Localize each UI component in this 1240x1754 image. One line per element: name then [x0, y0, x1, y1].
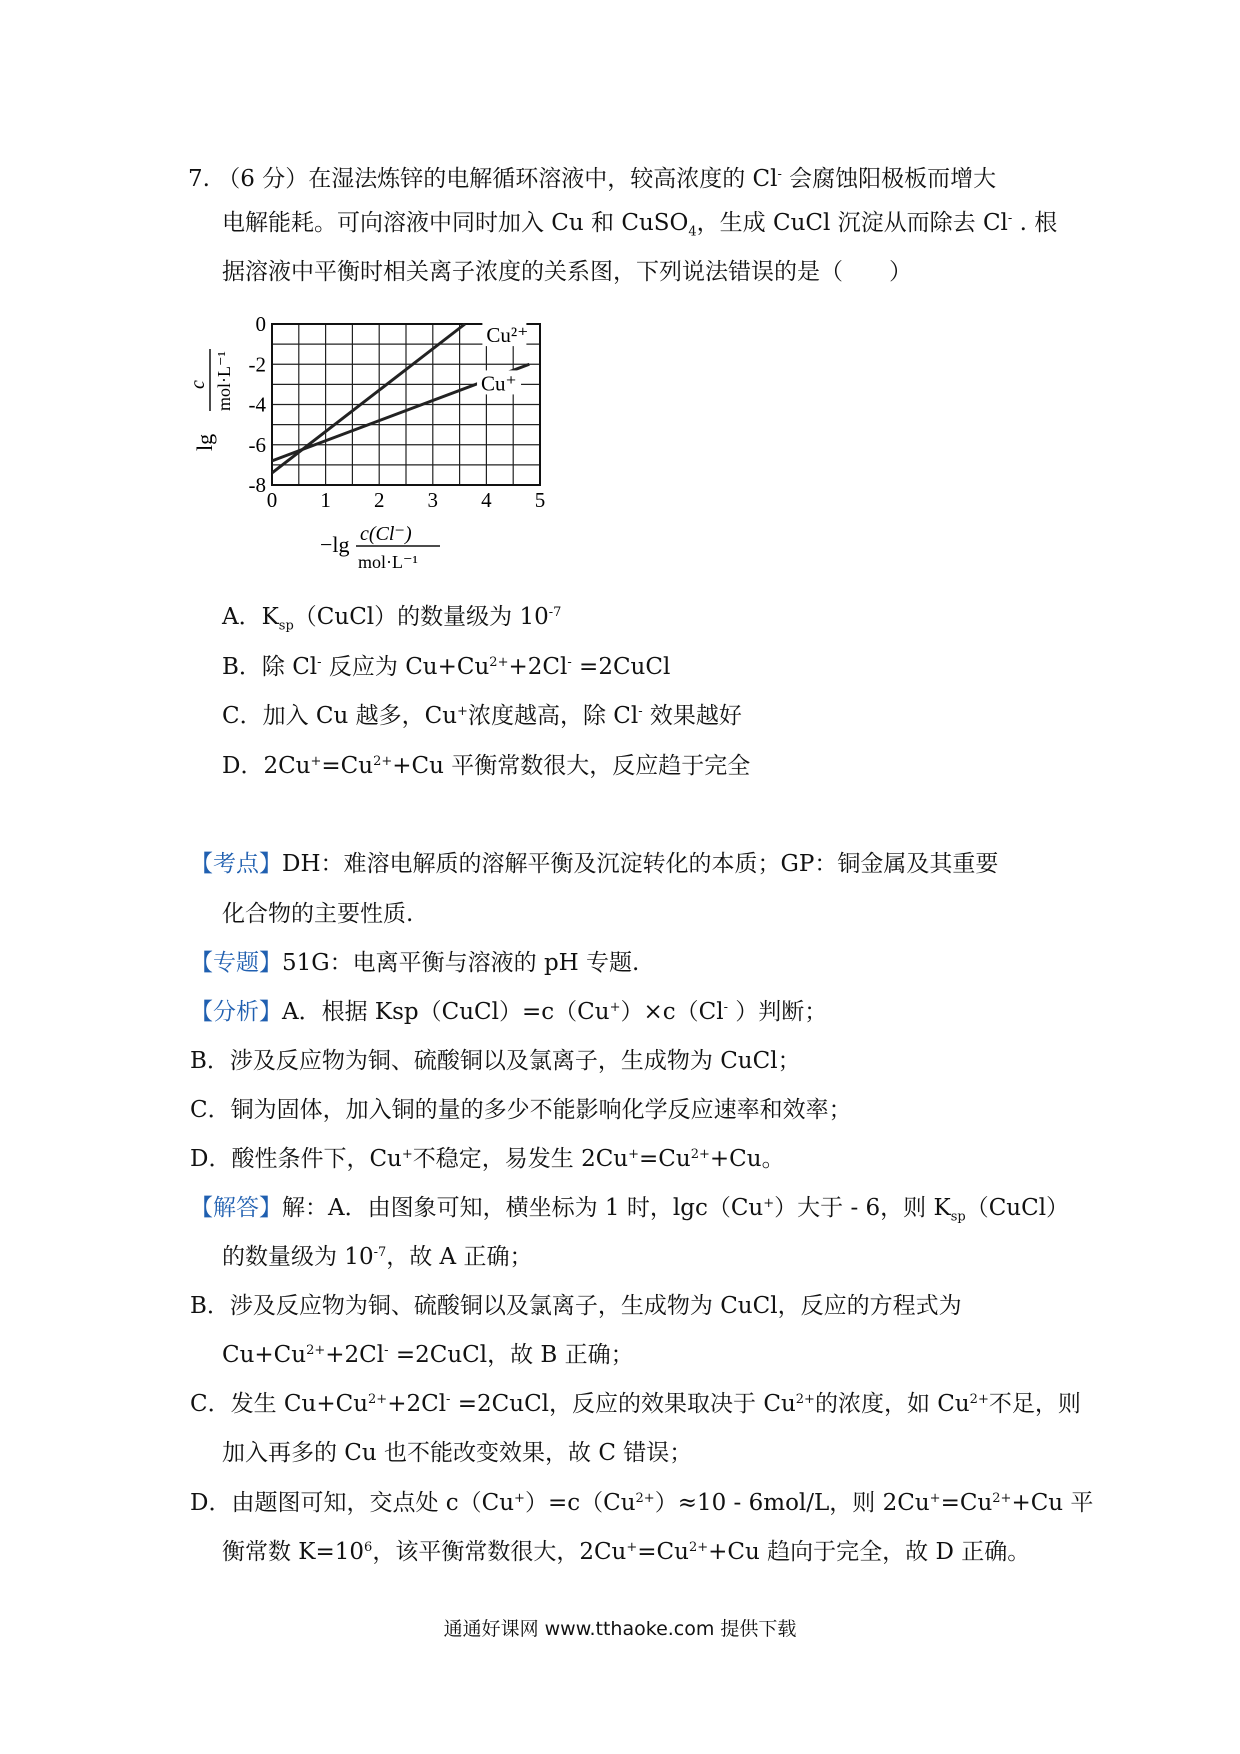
y-axis-label-prefix: lg	[192, 433, 217, 451]
fenxi-tag: 【分析】	[190, 999, 282, 1025]
y-tick-label: 0	[255, 312, 266, 336]
concentration-chart	[180, 300, 580, 590]
option-d: D．$2Cu^+=Cu^{2+}+Cu$ 平衡常数很大，反应趋于完全	[222, 753, 751, 779]
jieda-tag: 【解答】	[190, 1195, 282, 1221]
x-tick-label: 5	[534, 488, 546, 512]
x-tick-label: 4	[481, 488, 492, 512]
question-line-1: 7. （6 分）在湿法炼锌的电解循环溶液中，较高浓度的 Cl- 会腐蚀阳极板而增大	[188, 166, 997, 192]
x-axis-label-denominator: mol·L⁻¹	[358, 552, 418, 572]
jieda-line-d1: D．由题图可知，交点处 $c(Cu^+)=c(Cu^{2+})\approx 10 - 6mol/L$，则 $2Cu^+=Cu^{2+}+Cu$ 平	[190, 1490, 1094, 1516]
jieda-line-d2: 衡常数 $K=10^6$，该平衡常数很大，$2Cu^+=Cu^{2+}+Cu$ 趋向于完全，故 D 正确。	[222, 1539, 1031, 1565]
footer-watermark: 通通好课网 www.tthaoke.com 提供下载	[443, 1618, 797, 1640]
series-label: Cu²⁺	[486, 323, 529, 348]
fenxi-line-d: D．酸性条件下，Cu+不稳定，易发生 $2Cu^+=Cu^{2+}+Cu$。	[190, 1146, 785, 1172]
y-axis-label	[187, 349, 234, 451]
x-axis-label-prefix: −lg	[320, 532, 350, 557]
y-tick-label: -2	[248, 352, 266, 377]
jieda-line-c1: C．发生 $Cu+Cu^{2+}+2Cl^-$ =2CuCl，反应的效果取决于 $Cu^{2+}$的浓度，如 $Cu^{2+}$不足，则	[190, 1391, 1081, 1417]
option-b: B．除 Cl- 反应为 $Cu+Cu^{2+}+2Cl^-$ =2CuCl	[222, 654, 671, 680]
jieda-line-b2: $Cu+Cu^{2+}+2Cl^-$ =2CuCl，故 B 正确；	[222, 1342, 634, 1368]
zhuanti-tag: 【专题】	[190, 950, 282, 976]
x-tick-label: 0	[266, 488, 278, 512]
kaodian-tag: 【考点】	[190, 851, 282, 877]
x-axis-label-numerator: c(Cl⁻)	[360, 523, 412, 545]
x-tick-label: 2	[373, 488, 385, 512]
question-line-3: 据溶液中平衡时相关离子浓度的关系图，下列说法错误的是（ ）	[222, 259, 912, 285]
jieda-line-1: 【解答】解：A．由图象可知，横坐标为 1 时，lgc（Cu+）大于 - 6，则 $K_{sp}(CuCl)$	[190, 1195, 1070, 1225]
kaodian-line-2: 化合物的主要性质.	[222, 901, 414, 927]
jieda-line-2: 的数量级为 $10^{-7}$，故 A 正确；	[222, 1244, 533, 1270]
y-axis-label-denominator: mol·L⁻¹	[214, 351, 234, 411]
fenxi-line-b: B．涉及反应物为铜、硫酸铜以及氯离子，生成物为 CuCl；	[190, 1048, 801, 1074]
y-tick-label: -4	[248, 392, 266, 417]
y-tick-label: -8	[248, 473, 266, 497]
y-axis-label-numerator: c	[187, 380, 209, 389]
chart-grid	[272, 324, 540, 485]
fenxi-line-c: C．铜为固体，加入铜的量的多少不能影响化学反应速率和效率；	[190, 1097, 852, 1123]
kaodian-line-1: 【考点】DH：难溶电解质的溶解平衡及沉淀转化的本质；GP：铜金属及其重要	[190, 851, 999, 877]
option-a: A．$K_{sp}(CuCl)$的数量级为 $10^{-7}$	[222, 604, 562, 634]
series-label: Cu⁺	[481, 371, 517, 396]
jieda-line-c2: 加入再多的 Cu 也不能改变效果，故 C 错误；	[222, 1440, 693, 1466]
zhuanti-line: 【专题】51G：电离平衡与溶液的 pH 专题.	[190, 950, 640, 976]
x-tick-label: 1	[320, 488, 331, 512]
x-tick-label: 3	[427, 488, 439, 512]
jieda-line-b1: B．涉及反应物为铜、硫酸铜以及氯离子，生成物为 CuCl，反应的方程式为	[190, 1293, 962, 1319]
fenxi-line-a: 【分析】A．根据 Ksp（CuCl）=c（Cu+）×c（Cl- ）判断；	[190, 999, 828, 1025]
y-tick-label: -6	[248, 432, 266, 457]
chart-series-labels	[477, 322, 528, 395]
x-axis-label	[320, 523, 440, 572]
question-line-2: 电解能耗。可向溶液中同时加入 Cu 和 CuSO$_4$，生成 CuCl 沉淀从而除去 Cl- . 根	[222, 210, 1058, 240]
option-c: C．加入 Cu 越多，Cu+浓度越高，除 Cl- 效果越好	[222, 703, 742, 729]
